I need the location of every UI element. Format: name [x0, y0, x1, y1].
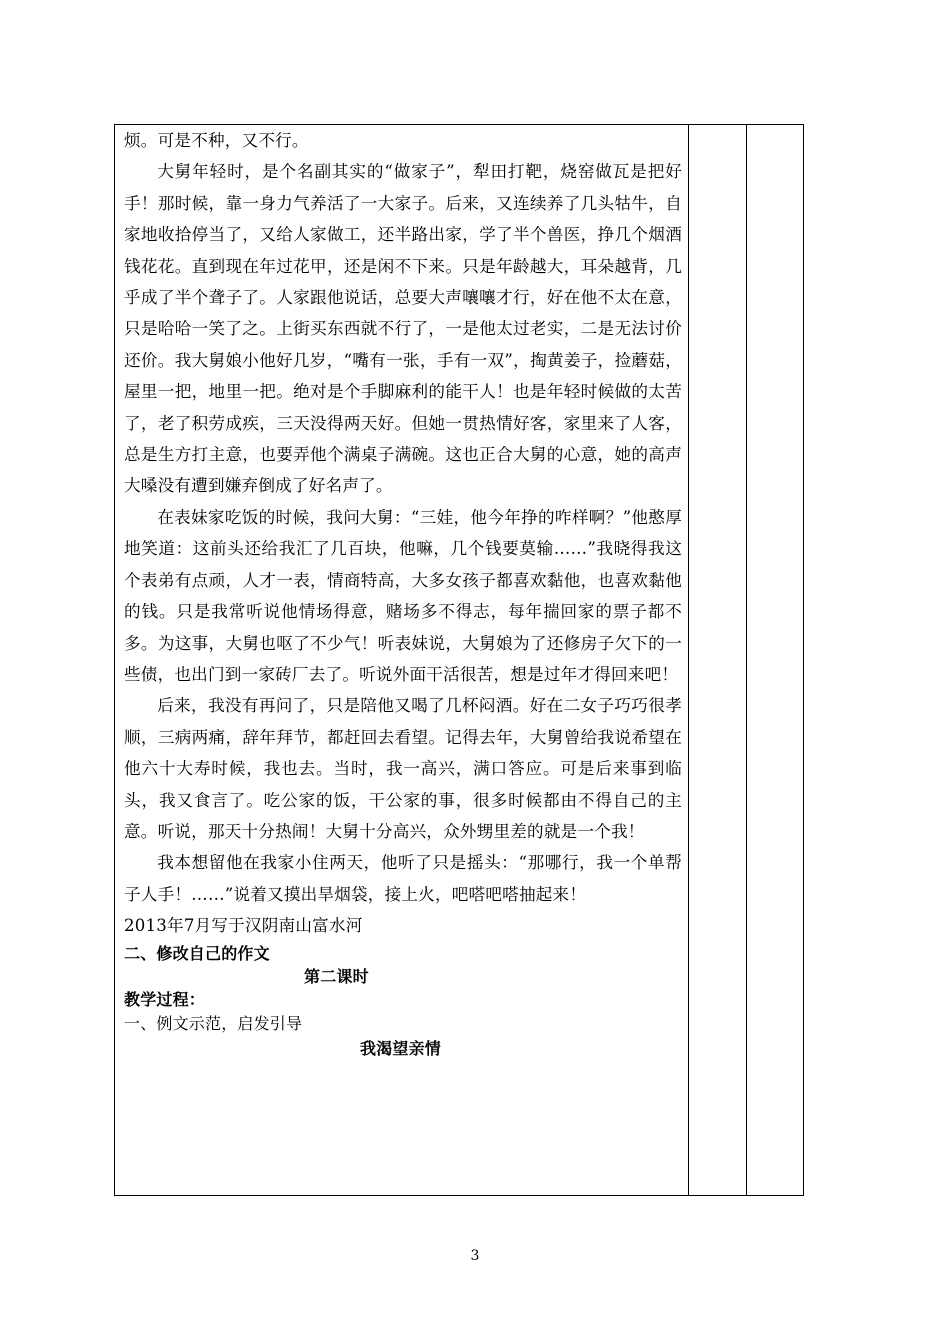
paragraph-uncle-youth: 大舅年轻时，是个名副其实的“做家子”，犁田打靶，烧窑做瓦是把好手！那时候，靠一身力气养活了一大家子。后来，又连续养了几头牯牛，自家地收拾停当了，又给人家做工，还半路出家，学了半个兽医，挣几个烟酒钱花花。直到现在年过花甲，还是闲不下来。只是年龄越大，耳朵越背，几乎成了半个聋子了。人家跟他说话，总要大声嚷嚷才行，好在他不太在意，只是哈哈一笑了之。上街买东西就不行了，一是他太过老实，二是无法讨价还价。我大舅娘小他好几岁，“嘴有一张，手有一双”，掏黄姜子，捡蘑菇，屋里一把，地里一把。绝对是个手脚麻利的能干人！也是年轻时候做的太苦了，老了积劳成疾，三天没得两天好。但她一贯热情好客，家里来了人客，总是生方打主意，也要弄他个满桌子满碗。这也正合大舅的心意，她的高声大嗓没有遭到嫌弃倒成了好名声了。 [124, 162, 682, 496]
paragraph-continuation: 烦。可是不种，又不行。 [124, 131, 309, 150]
section-two-heading: 二、修改自己的作文 [124, 943, 270, 963]
lesson-title: 第二课时 [304, 966, 369, 986]
essay-title: 我渴望亲情 [360, 1038, 442, 1058]
main-content-cell [115, 125, 689, 1195]
notes-column [689, 125, 747, 1195]
document-body [124, 125, 682, 1061]
lesson-table [114, 124, 804, 1196]
paragraph-ending: 我本想留他在我家小住两天，他听了只是摇头：“那哪行，我一个单帮子人手！……”说着又摸出旱烟袋，接上火，吧嗒吧嗒抽起来！ [124, 853, 682, 904]
page-number: 3 [470, 1248, 480, 1264]
signature-line: 2013年7月写于汉阴南山富水河 [124, 916, 363, 936]
paragraph-dinner: 在表妹家吃饭的时候，我问大舅：“三娃，他今年挣的咋样啊？”他憨厚地笑道：这前头还给我汇了几百块，他嘛，几个钱要莫输……”我晓得我这个表弟有点顽，人才一表，情商特高，大多女孩子都喜欢黏他，也喜欢黏他的钱。只是我常听说他情场得意，赌场多不得志，每年揣回家的票子都不多。为这事，大舅也呕了不少气！听表妹说，大舅娘为了还修房子欠下的一些债，也出门到一家砖厂去了。听说外面干活很苦，想是过年才得回来吧！ [124, 507, 682, 684]
process-label: 教学过程： [124, 989, 206, 1009]
paragraph-later: 后来，我没有再问了，只是陪他又喝了几杯闷酒。好在二女子巧巧很孝顺，三病两痛，辞年拜节，都赶回去看望。记得去年，大舅曾给我说希望在他六十大寿时候，我也去。当时，我一高兴，满口答应。可是后来事到临头，我又食言了。吃公家的饭，干公家的事，很多时候都由不得自己的主意。听说，那天十分热闹！大舅十分高兴，众外甥里差的就是一个我！ [124, 696, 682, 841]
remarks-column [747, 125, 804, 1195]
step-one: 一、例文示范，启发引导 [124, 1013, 303, 1033]
